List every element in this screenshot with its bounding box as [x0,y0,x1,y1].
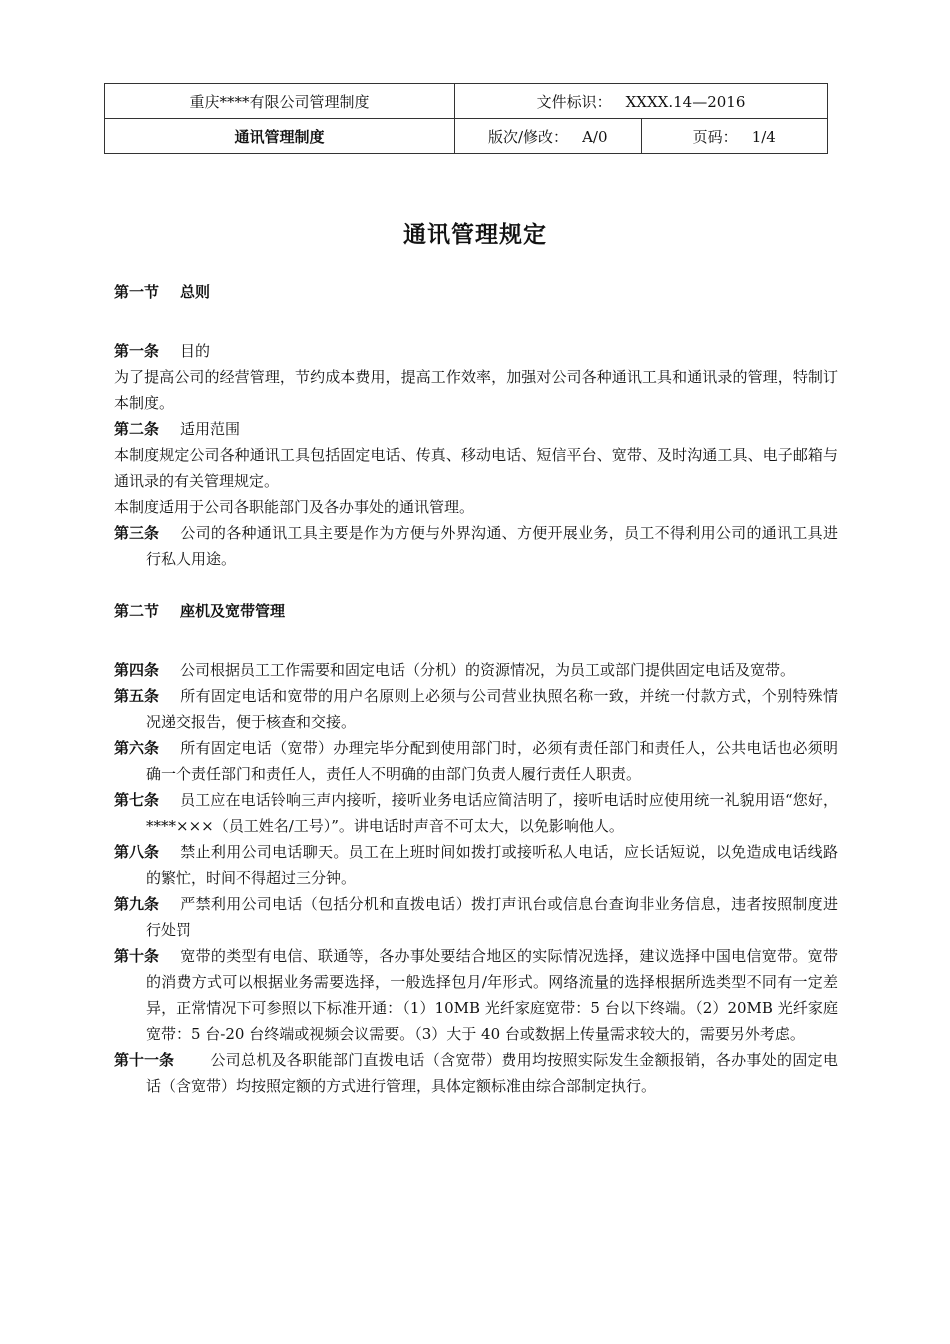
article-2-label: 第二条 [114,420,160,438]
version-label: 版次/修改： [488,127,569,146]
article-1-label: 第一条 [114,342,160,360]
article-5-label: 第五条 [114,687,160,705]
article-7 [114,787,838,839]
article-1-heading [114,338,838,364]
article-8 [114,839,838,891]
document-title: 通讯管理规定 [403,222,547,248]
article-5 [114,683,838,735]
version-value: A/0 [582,127,608,146]
article-3 [114,520,838,572]
page-value: 1/4 [751,127,776,146]
article-10-label: 第十条 [114,947,160,965]
article-1-title: 目的 [180,342,211,360]
article-2-title: 适用范围 [180,420,241,438]
article-6-text: 所有固定电话（宽带）办理完毕分配到使用部门时，必须有责任部门和责任人，公共电话也必须明确一个责任部门和责任人，责任人不明确的由部门负责人履行责任人职责。 [146,739,838,783]
page-label: 页码： [692,127,738,146]
file-id-label: 文件标识： [536,92,612,111]
article-11-label: 第十一条 [114,1051,175,1069]
article-9-text: 严禁利用公司电话（包括分机和直拨电话）拨打声讯台或信息台查询非业务信息，违者按照制度进行处罚 [146,895,838,939]
file-id-value: XXXX.14—2016 [625,92,746,111]
article-4-text: 公司根据员工工作需要和固定电话（分机）的资源情况，为员工或部门提供固定电话及宽带。 [180,661,796,679]
article-9-label: 第九条 [114,895,160,913]
section-1-heading [114,279,838,305]
article-11 [114,1047,838,1099]
article-11-text: 公司总机及各职能部门直拨电话（含宽带）费用均按照实际发生金额报销，各办事处的固定电话（含宽带）均按照定额的方式进行管理，具体定额标准由综合部制定执行。 [146,1051,838,1095]
article-4 [114,657,838,683]
article-6 [114,735,838,787]
article-3-text: 公司的各种通讯工具主要是作为方便与外界沟通、方便开展业务，员工不得利用公司的通讯工具进行私人用途。 [146,524,838,568]
company-system-cell: 重庆****有限公司管理制度 [105,84,455,119]
article-1-text: 为了提高公司的经营管理，节约成本费用，提高工作效率，加强对公司各种通讯工具和通讯录的管理，特制订本制度。 [114,368,838,412]
header-row-1 [105,84,828,119]
article-2-text-2: 本制度适用于公司各职能部门及各办事处的通讯管理。 [114,498,475,516]
section-1-name: 总则 [180,283,211,301]
article-2-heading [114,416,838,442]
article-6-label: 第六条 [114,739,160,757]
article-9 [114,891,838,943]
article-2-text-1: 本制度规定公司各种通讯工具包括固定电话、传真、移动电话、短信平台、宽带、及时沟通工具、电子邮箱与通讯录的有关管理规定。 [114,446,838,490]
document-header-table [104,83,828,154]
article-5-text: 所有固定电话和宽带的用户名原则上必须与公司营业执照名称一致，并统一付款方式，个别特殊情况递交报告，便于核查和交接。 [146,687,838,731]
page-cell [641,119,828,154]
section-1-number: 第一节 [114,283,160,301]
section-2-number: 第二节 [114,602,160,620]
header-row-2 [105,119,828,154]
system-name-cell: 通讯管理制度 [105,119,455,154]
article-8-text: 禁止利用公司电话聊天。员工在上班时间如拨打或接听私人电话，应长话短说，以免造成电话线路的繁忙，时间不得超过三分钟。 [146,843,838,887]
section-2-heading [114,598,838,624]
article-3-label: 第三条 [114,524,160,542]
article-10 [114,943,838,1047]
version-cell [455,119,642,154]
article-7-label: 第七条 [114,791,160,809]
file-id-cell [455,84,828,119]
article-10-text: 宽带的类型有电信、联通等，各办事处要结合地区的实际情况选择，建议选择中国电信宽带。宽带的消费方式可以根据业务需要选择，一般选择包月/年形式。网络流量的选择根据所选类型不同有一定差异，正常情况下可参照以下标准开通：（1）10MB 光纤家庭宽带：5 台以下终端。（2）20MB 光纤家庭宽带：5 台-20 台终端或视频会议需要。（3）大于 40 台或数据上传量需求较大的，需要另外考虑。 [146,947,838,1043]
article-8-label: 第八条 [114,843,160,861]
article-4-label: 第四条 [114,661,160,679]
section-2-name: 座机及宽带管理 [180,602,286,620]
document-body [114,279,838,1099]
article-7-text: 员工应在电话铃响三声内接听，接听业务电话应简洁明了，接听电话时应使用统一礼貌用语“您好，****×××（员工姓名/工号）”。讲电话时声音不可太大，以免影响他人。 [146,791,838,835]
